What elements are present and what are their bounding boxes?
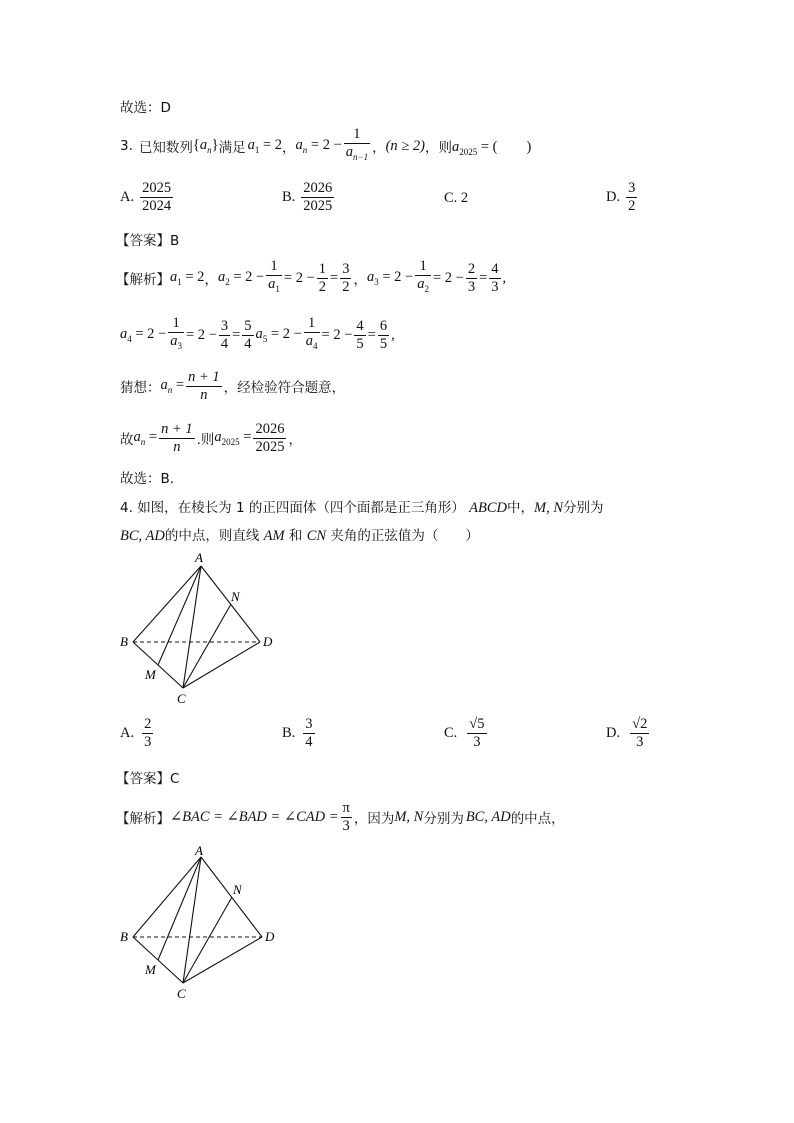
a1-eq: = 2 [262, 137, 283, 153]
label-n: N [231, 589, 240, 604]
frac: $\frac{6}{5}$ [379, 317, 388, 352]
q4-stem-line1 [120, 496, 604, 517]
comma: ， [204, 272, 218, 288]
frac: $\frac{3}{4}$ [220, 317, 229, 352]
frac: $\frac{2}{3}$ [467, 260, 476, 295]
frac: $\frac{5}{4}$ [244, 317, 252, 352]
a2025-term: $a_{2025}$ = ( ) [451, 139, 532, 157]
a5-formula: $a_5 = 2$ − [255, 326, 302, 344]
option-label: C. [444, 725, 458, 741]
q4-fen: 分别为 [423, 811, 464, 827]
tail-text: 的中点， [510, 811, 565, 827]
analysis-tag: 【解析】 [116, 272, 170, 288]
option-fraction [140, 180, 173, 215]
a3-formula: $a_3 = 2$ − [366, 269, 414, 287]
q4-line2a: 的中点，则直线 [164, 528, 260, 544]
frac: $\frac{3}{2}$ [342, 260, 350, 295]
tetrahedron-figure-2 [115, 840, 285, 1005]
option-num: √2 [632, 716, 648, 732]
q3-stem-prefix: 已知数列 [138, 140, 193, 156]
q3-analysis-line1: 【解析】 $a_1 = 2$ ， $a_2 = 2$ − $\frac{1}{a_1}$ = 2 − $\frac{1}{2}$ = $\frac{3}{2}$ ， $a_3 = 2$ − $\frac{1}{a_2}$ = 2 − $\frac{2}{3}$ = $\frac{4}{3}$ , [116, 258, 506, 298]
pi-num: π [342, 799, 350, 816]
an-term: $a_n = 2$ − [295, 137, 342, 155]
a1-term: $a_1 = 2$ [247, 137, 283, 155]
option-den: 3 [473, 734, 481, 750]
q3-analysis-line2: $a_4 = 2$ − $\frac{1}{a_3}$ = 2 − $\frac{3}{4}$ = $\frac{5}{4}$ $a_5 = 2$ − $\frac{1}{a_4}$ = 2 − $\frac{4}{5}$ = $\frac{6}{5}$ , [120, 315, 395, 355]
q3-stem [120, 128, 531, 164]
a4-formula: $a_4 = 2$ − [120, 326, 167, 344]
a2025-eq: = ( ) [480, 139, 532, 155]
q4-option-c [444, 716, 489, 751]
because-text: ，因为 [353, 811, 395, 827]
a2-formula: $a_2 = 2$ − [217, 269, 265, 287]
frac: $\frac{1}{a_2}$ [417, 258, 429, 294]
points-mn: M, N [534, 500, 564, 516]
an-eq: = 2 − [310, 137, 342, 153]
frac: $\frac{n + 1}{n}$ [188, 368, 220, 403]
frac: $\frac{2026}{2025}$ [255, 420, 285, 455]
edges-bcad: BC, AD [465, 808, 511, 825]
q3-answer: 【答案】B [116, 233, 180, 249]
option-num: 3 [628, 180, 636, 196]
q3-satisfy: 满足 [218, 140, 246, 156]
frac: $\frac{1}{a_4}$ [305, 315, 318, 351]
label-d: D [263, 634, 273, 649]
q4-stem-line2 [120, 524, 479, 545]
angles-formula: ∠BAC = ∠BAD = ∠CAD = [170, 808, 339, 825]
option-den: 3 [144, 734, 152, 750]
label-n: N [233, 882, 242, 897]
frac: $\frac{1}{a_3}$ [170, 315, 182, 351]
q4-answer: 【答案】C [116, 771, 180, 787]
edges-bcad: BC, AD [120, 528, 165, 544]
comma: ， [353, 272, 367, 288]
option-den: 2024 [142, 198, 172, 214]
label-a: A [195, 843, 203, 858]
analysis-formula: $a_1 = 2$ [170, 269, 205, 287]
option-fraction [630, 716, 649, 751]
frac-num: 1 [344, 126, 370, 144]
label-b: B [120, 634, 128, 649]
guess-label: 猜想： [120, 380, 161, 396]
an-term: $a_n$ = [160, 377, 185, 395]
option-fraction [303, 716, 314, 751]
a2025-term: $a_{2025}$ = [214, 429, 252, 447]
q4-number: 4. [120, 500, 133, 516]
option-label: A. [120, 189, 135, 205]
option-den: 3 [636, 734, 644, 750]
previous-conclusion: 故选：D [120, 100, 171, 116]
q3-option-a [120, 180, 175, 215]
so-label: 故 [120, 432, 134, 448]
recurrence-fraction: $\frac{1}{a_{n-1}}$ [345, 126, 369, 162]
q4-analysis [116, 797, 565, 837]
q4-line2b: 夹角的正弦值为（ ） [330, 528, 479, 544]
points-mn: M, N [394, 808, 424, 825]
q4-option-b [282, 716, 317, 751]
q3-option-c: C. 2 [444, 190, 469, 206]
option-den: 2025 [303, 198, 333, 214]
q4-line1-text: 如图，在棱长为 1 的正四面体（四个面都是正三角形） [137, 500, 465, 516]
option-den: 2 [628, 198, 636, 214]
option-num: 2025 [142, 180, 172, 196]
pi-den: 3 [342, 817, 350, 834]
label-d: D [265, 929, 275, 944]
condition: (n ≥ 2) [385, 137, 425, 154]
frac: $\frac{4}{5}$ [356, 317, 364, 352]
label-m: M [145, 962, 156, 977]
q3-conclusion: 故选：B. [120, 471, 175, 487]
option-num: 3 [305, 716, 313, 732]
option-label: B. [282, 725, 296, 741]
option-label: B. [282, 189, 296, 205]
q4-option-d [606, 716, 651, 751]
then-text: .则 [196, 432, 215, 448]
option-num: 2026 [303, 180, 333, 196]
verify-text: ，经检验符合题意， [223, 380, 346, 396]
option-label: D. [606, 189, 621, 205]
q3-then: ，则 [424, 140, 452, 156]
frac [341, 800, 352, 835]
frac: $\frac{4}{3}$ [491, 260, 499, 295]
option-num: √5 [469, 716, 485, 732]
analysis-tag: 【解析】 [116, 811, 170, 827]
sequence-symbol: $\{a_n\}$ [192, 137, 219, 155]
tetra-name: ABCD [469, 500, 508, 516]
an-term: $a_n$ = [133, 429, 158, 447]
option-fraction [467, 716, 486, 751]
frac: $\frac{1}{2}$ [318, 260, 327, 295]
q3-option-d [606, 180, 639, 215]
line-am: AM [263, 528, 285, 544]
comma: ， [372, 140, 386, 156]
q3-number: 3. [120, 138, 133, 154]
comma: ， [282, 140, 296, 156]
q4-fen: 分别为 [563, 500, 604, 516]
q4-he: 和 [288, 528, 303, 544]
line-cn: CN [306, 528, 327, 544]
frac: $\frac{1}{a_1}$ [268, 258, 280, 294]
option-label: A. [120, 725, 135, 741]
q3-guess [120, 366, 345, 406]
label-c: C [177, 691, 186, 706]
option-den: 4 [305, 734, 313, 750]
option-label: D. [606, 725, 621, 741]
q3-so [120, 418, 302, 458]
option-fraction [142, 716, 153, 751]
tetrahedron-figure [115, 545, 285, 710]
option-fraction [301, 180, 334, 215]
frac: $\frac{n + 1}{n}$ [161, 420, 193, 455]
comma: ， [288, 432, 302, 448]
q4-option-a [120, 716, 155, 751]
label-a: A [195, 550, 203, 565]
label-m: M [145, 667, 156, 682]
q4-mid: 中， [507, 500, 535, 516]
label-b: B [120, 929, 128, 944]
option-fraction [626, 180, 637, 215]
option-num: 2 [144, 716, 152, 732]
label-c: C [177, 986, 186, 1001]
q3-option-b [282, 180, 336, 215]
